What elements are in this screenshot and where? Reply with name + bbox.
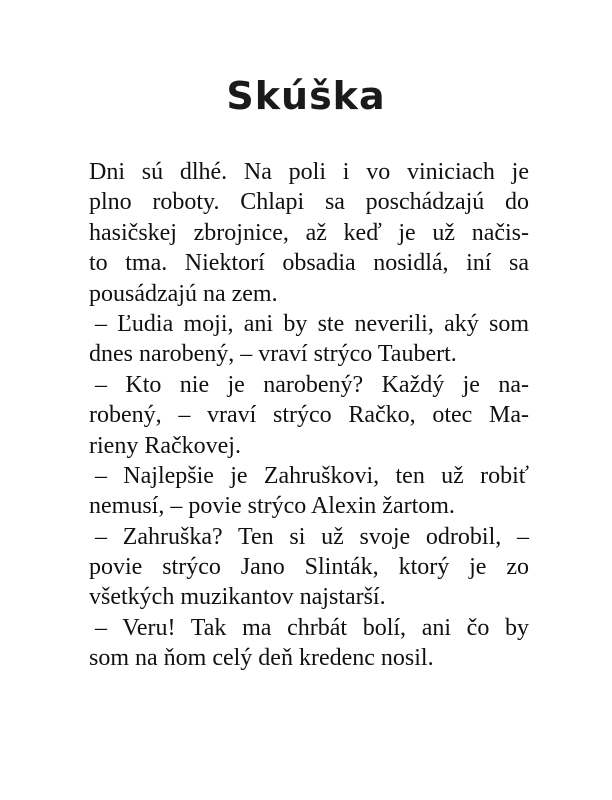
text-line: – Ľudia moji, ani by ste neverili, aký som xyxy=(95,310,529,337)
text-line: povie strýco Jano Slinták, ktorý je zo xyxy=(89,554,529,581)
text-line: – Zahruška? Ten si už svoje odrobil, – xyxy=(95,523,529,550)
text-line: – Kto nie je narobený? Každý je na- xyxy=(95,371,529,398)
text-line: robený, – vraví strýco Račko, otec Ma- xyxy=(89,402,529,429)
text-line: dnes narobený, – vraví strýco Taubert. xyxy=(89,341,457,368)
text-line: pousádzajú na zem. xyxy=(89,280,278,307)
text-line: rieny Račkovej. xyxy=(89,432,241,459)
text-line: plno roboty. Chlapi sa poschádzajú do xyxy=(89,189,529,216)
text-line: – Najlepšie je Zahruškovi, ten už robiť xyxy=(95,462,529,489)
text-line: som na ňom celý deň kredenc nosil. xyxy=(89,645,434,672)
text-line: to tma. Niektorí obsadia nosidlá, iní sa xyxy=(89,250,529,277)
page-title: Skúška xyxy=(226,74,386,118)
text-line: Dni sú dlhé. Na poli i vo viniciach je xyxy=(89,159,529,185)
text-line: hasičskej zbrojnice, až keď je už načis- xyxy=(89,219,529,246)
text-line: nemusí, – povie strýco Alexin žartom. xyxy=(89,493,455,520)
body-text xyxy=(89,157,529,674)
text-line: – Veru! Tak ma chrbát bolí, ani čo by xyxy=(95,614,529,641)
text-line: všetkých muzikantov najstarší. xyxy=(89,584,386,611)
